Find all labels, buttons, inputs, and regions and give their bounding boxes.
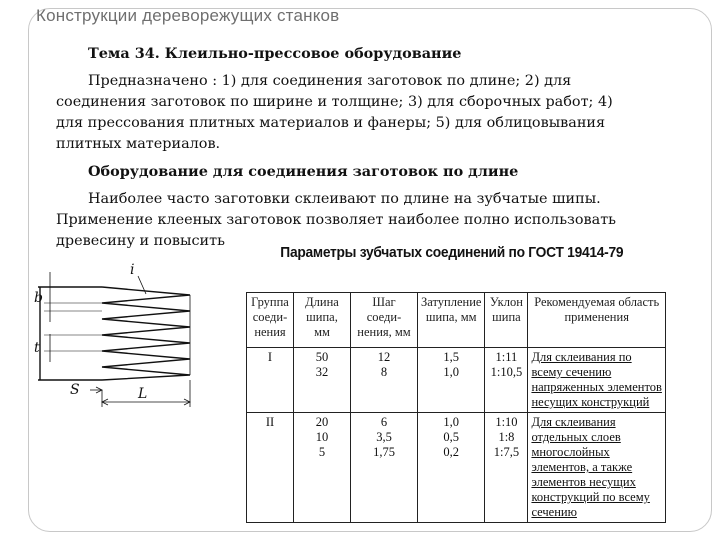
- purpose-line-4: плитных материалов.: [56, 136, 221, 152]
- table-title: Параметры зубчатых соединений по ГОСТ 19414-79: [277, 244, 627, 261]
- label-s: S: [70, 382, 80, 398]
- body-line-1: Наиболее часто заготовки склеивают по длине на зубчатые шипы.: [88, 191, 601, 207]
- purpose-line-3: для прессования плитных материалов и фанеры; 5) для облицовывания: [56, 115, 606, 131]
- body-line-3: древесину и повысить: [56, 233, 225, 249]
- cell-pitch: 6 3,5 1,75: [351, 413, 418, 523]
- label-i: i: [130, 262, 135, 278]
- cell-blunt: 1,0 0,5 0,2: [418, 413, 485, 523]
- table-row: [247, 348, 666, 413]
- table-row: [247, 413, 666, 523]
- cell-group: I: [247, 348, 294, 413]
- col-header-application: Рекомендуемая область применения: [528, 293, 666, 348]
- cell-slope: 1:11 1:10,5: [485, 348, 528, 413]
- label-b: b: [34, 290, 43, 306]
- col-header-group: Группа соеди-нения: [247, 293, 294, 348]
- course-title: Конструкции дереворежущих станков: [36, 6, 340, 25]
- finger-joint-diagram: [30, 262, 250, 422]
- col-header-slope: Уклон шипа: [485, 293, 528, 348]
- purpose-line-2: соединения заготовок по ширине и толщине; 3) для сборочных работ; 4): [56, 94, 613, 110]
- cell-length: 20 10 5: [294, 413, 351, 523]
- cell-pitch: 12 8: [351, 348, 418, 413]
- cell-application: Для склеивания по всему сечению напряженных элементов несущих конструкций: [528, 348, 666, 413]
- label-l: L: [138, 386, 148, 402]
- section-heading: Оборудование для соединения заготовок по длине: [88, 163, 519, 180]
- col-header-length: Длина шипа, мм: [294, 293, 351, 348]
- cell-length: 50 32: [294, 348, 351, 413]
- body-line-2: Применение клееных заготовок позволяет наиболее полно использовать: [56, 212, 617, 228]
- purpose-line-1: Предназначено : 1) для соединения заготовок по длине; 2) для: [88, 73, 572, 89]
- parameters-table: [246, 292, 666, 523]
- label-t: t: [34, 340, 40, 356]
- col-header-blunt: Затупление шипа, мм: [418, 293, 485, 348]
- cell-slope: 1:10 1:8 1:7,5: [485, 413, 528, 523]
- col-header-pitch: Шаг соеди-нения, мм: [351, 293, 418, 348]
- cell-blunt: 1,5 1,0: [418, 348, 485, 413]
- cell-application: Для склеивания отдельных слоев многослойных элементов, а также элементов несущих конструкций по всему сечению: [528, 413, 666, 523]
- cell-group: II: [247, 413, 294, 523]
- topic-title: Тема 34. Клеильно-прессовое оборудование: [88, 45, 462, 62]
